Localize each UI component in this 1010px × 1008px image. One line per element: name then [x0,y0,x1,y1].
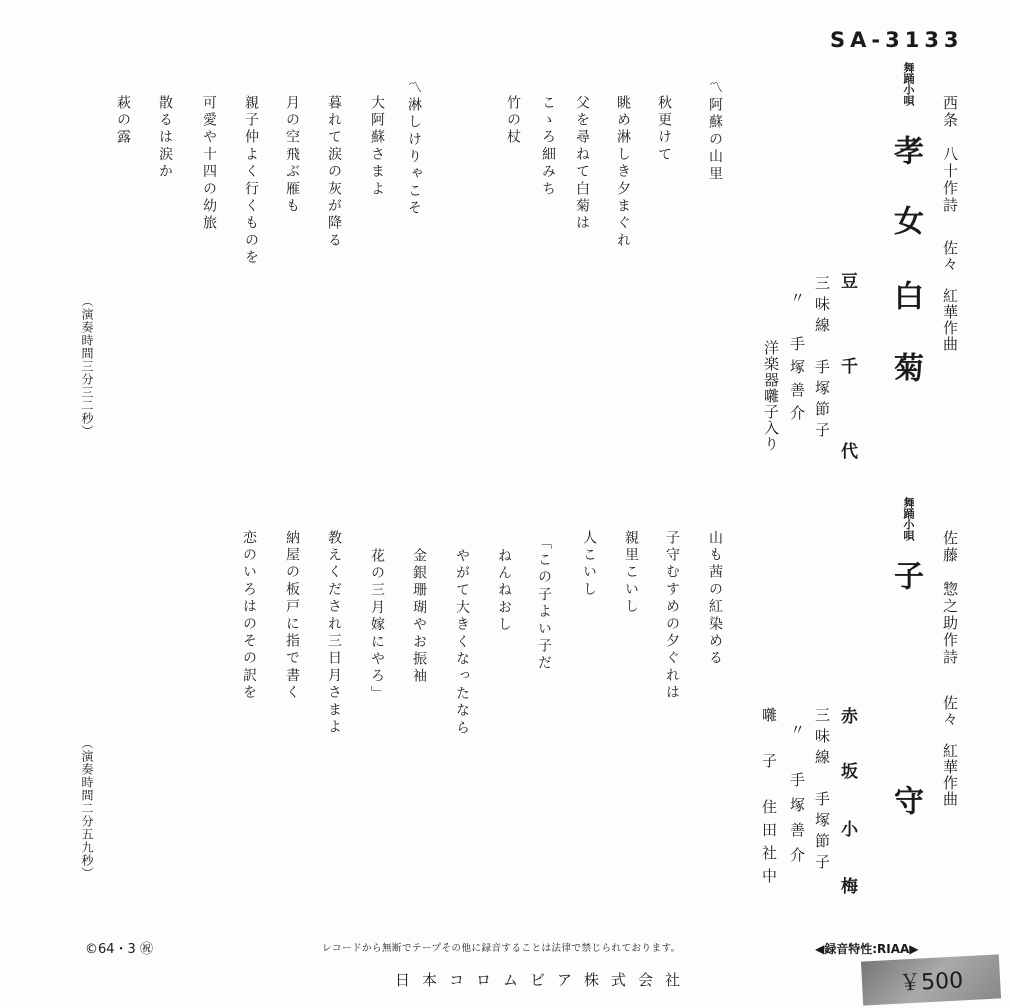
song2-lyric-line: 子守むすめの夕ぐれは [664,530,680,702]
copyright-mark: ©64・3 ㊗ [85,942,153,957]
song2-lyric-line: 山も茜の紅染める [707,530,723,668]
song1-lyric-line: 可愛や十四の幼旅 [201,95,217,233]
song1-lyric-line: 〽阿蘇の山里 [707,80,723,184]
song2-lyric-line: 花の三月嫁にやろ」 [369,548,385,703]
song1-lyric-line: こゝろ細みち [540,95,556,199]
song1-singer-1: 豆 [837,272,857,292]
song1-lyric-line: 竹の杖 [505,95,521,147]
song1-lyric-line: 萩の露 [115,95,131,147]
song2-lyric-line: 教えくだされ三日月さまよ [326,530,342,737]
price-label: ￥500 [898,967,964,997]
song2-lyric-line: 親里こいし [623,530,639,616]
song2-lyric-line: 「この子よい子だ [536,535,552,673]
catalog-number: SA-3133 [830,28,964,52]
song1-title-1: 孝 [888,135,923,165]
song1-lyric-line: 親子仲よく行くものを [243,95,259,267]
song2-composer: 佐々 紅華作曲 [941,695,959,807]
song1-lyric-line: 〽淋しけりゃこそ [406,80,422,218]
song1-lyricist: 西条 八十作詩 [941,95,959,214]
song1-singer-2: 千 [837,357,857,377]
song1-lyric-line: 父を尋ねて白菊は [574,95,590,233]
song1-lyric-line: 眺め淋しき夕まぐれ [615,95,631,250]
song2-genre: 舞踊小唄 [902,497,915,541]
song1-duration: （演奏時間三分三二秒） [80,295,94,438]
song1-genre: 舞踊小唄 [902,62,915,106]
song2-duration: （演奏時間二分五九秒） [80,737,94,880]
song2-title-1: 子 [888,560,923,590]
song2-shamisen1: 三味線 手塚節子 [813,707,831,875]
song2-singer-3: 小 [837,820,857,840]
song1-lyric-line: 秋更けて [656,95,672,164]
song1-shamisen2: 〃 手塚善介 [788,290,806,428]
song1-accompaniment: 洋楽器囃子入り [762,340,780,452]
song1-composer: 佐々 紅華作曲 [941,240,959,352]
song2-singer-1: 赤 [837,707,857,727]
song1-title-3: 白 [888,280,923,310]
company-name: 日本コロムビア株式会社 [395,971,693,989]
song2-lyric-line: 納屋の板戸に指で書く [284,530,300,702]
song1-title-4: 菊 [888,352,923,382]
song2-title-2: 守 [888,785,923,815]
song2-singer-2: 坂 [837,762,857,782]
song2-lyric-line: 金銀珊瑚やお振袖 [411,548,427,686]
song2-accompaniment: 囃 子 住田社中 [760,707,778,891]
price-sticker [861,954,1001,1005]
song1-lyric-line: 暮れて涙の灰が降る [326,95,342,250]
song1-lyric-line: 大阿蘇さまよ [369,95,385,199]
song2-lyric-line: 人こいし [581,530,597,599]
song1-title-2: 女 [888,205,923,235]
song1-shamisen1: 三味線 手塚節子 [813,275,831,443]
song2-lyric-line: 恋のいろはのその訳を [241,530,257,702]
song2-lyricist: 佐藤 惣之助作詩 [941,530,959,666]
song1-singer-3: 代 [837,442,857,462]
song2-lyric-line: ねんねおし [496,548,512,634]
recording-characteristic: ◀録音特性:RIAA▶ [815,942,919,956]
copy-warning: レコードから無断でテープその他に録音することは法律で禁じられております。 [322,943,681,954]
song1-lyric-line: 月の空飛ぶ雁も [284,95,300,216]
song2-shamisen2: 〃 手塚善介 [788,722,806,872]
song2-lyric-line: やがて大きくなったなら [454,548,470,738]
song2-singer-4: 梅 [837,877,857,897]
song1-lyric-line: 散るは涙か [157,95,173,181]
